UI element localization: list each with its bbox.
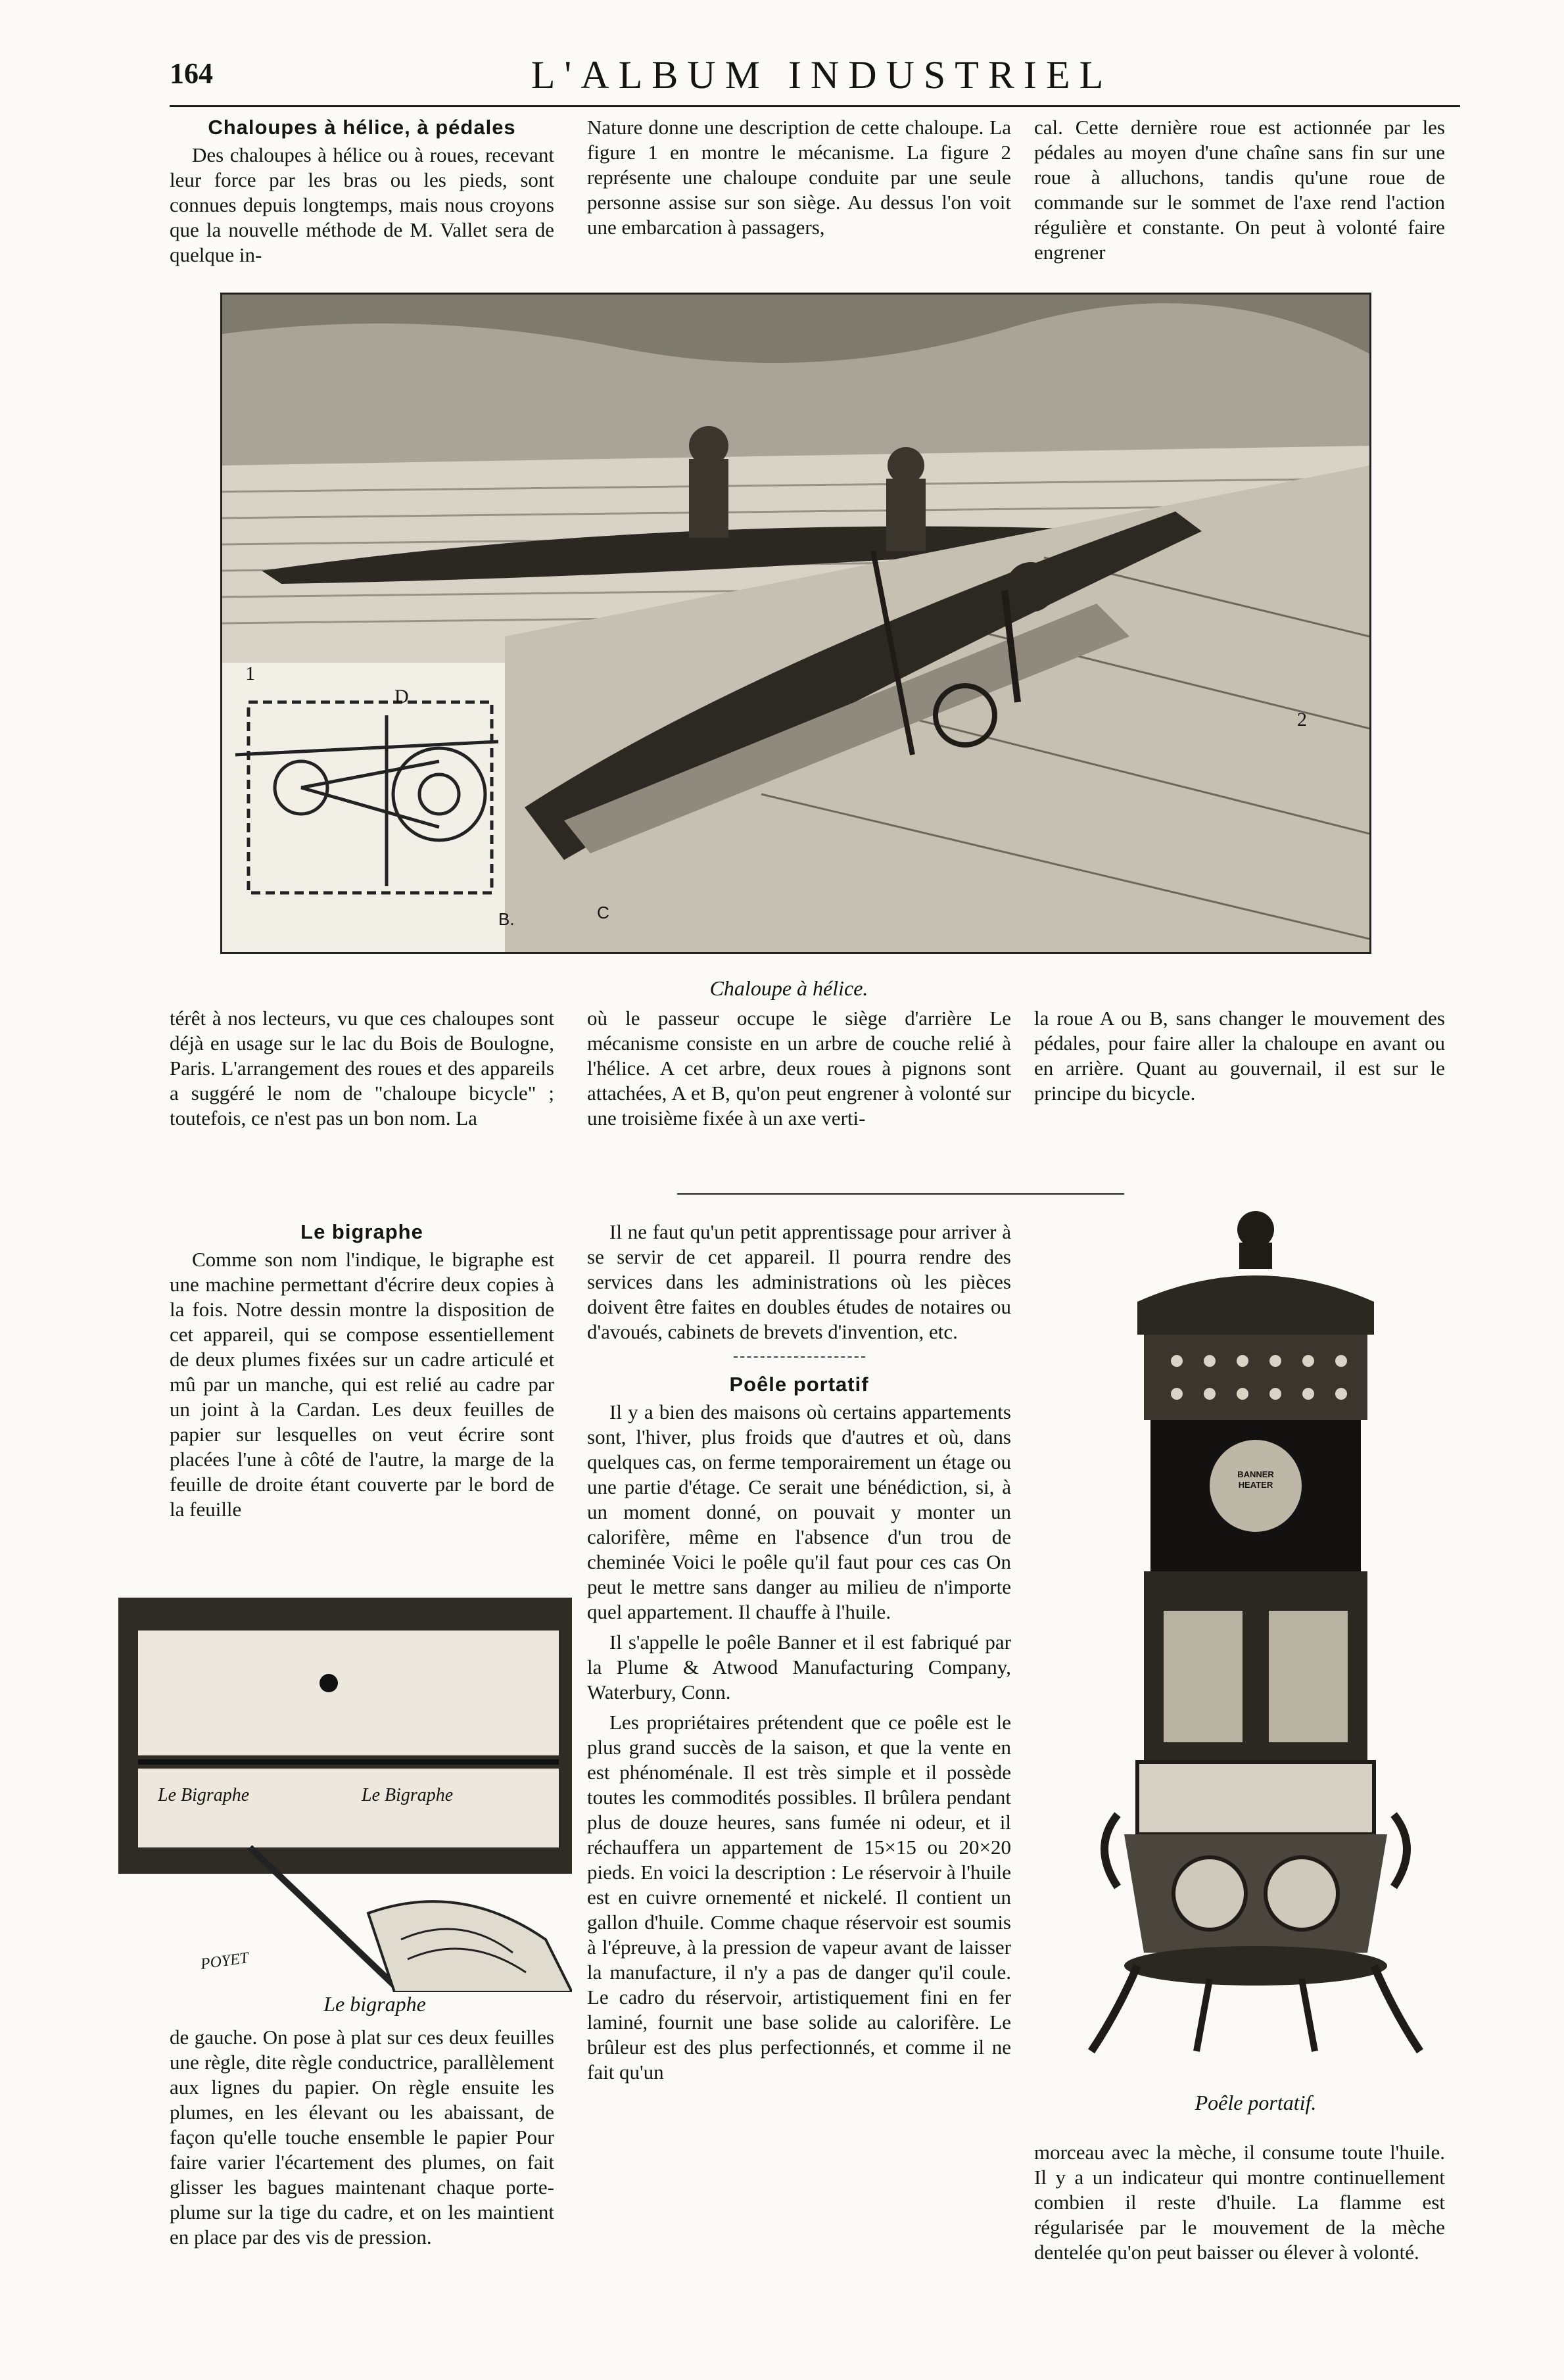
poele-caption: Poêle portatif.	[1195, 2091, 1317, 2114]
middle-column	[587, 1220, 1011, 2090]
chaloupes-paragraph-1: Des chaloupes à hélice ou à roues, recevant leur force par les bras ou les pieds, sont connues depuis longtemps, mais nous croyons que la nouvelle méthode de M. Vallet sera de quelque in-	[170, 143, 554, 266]
chaloupes-paragraph-4: térêt à nos lecteurs, vu que ces chaloupes sont déjà en usage sur le lac du Bois de Boulogne, Paris. L'arrangement des roues et des appareils a suggéré le nom de "chaloupe bicycle" ; toutefois, ce n'est pas un bon nom. La	[170, 1007, 554, 1130]
poele-column-end	[1034, 2140, 1445, 2270]
chaloupes-col1-top	[170, 115, 554, 273]
section-rule	[677, 1193, 1124, 1195]
bigraphe-caption: Le bigraphe	[323, 1992, 426, 2016]
chaloupes-col3-top	[1034, 115, 1445, 270]
poele-paragraph-1: Il y a bien des maisons où certains appartements sont, l'hiver, plus froids que d'autres et où, dans quelques cas, on ferme temporairement un étage ou une partie d'étage. Ce serait une bénédiction, si, à un moment donné, on pouvait y monter un calorifère, même en l'absence d'un trou de cheminée Voici le poêle qu'il faut pour ces cas On peut le mettre sans danger au milieu de n'importe quel appartement. Il chauffe à l'huile.	[587, 1400, 1011, 1623]
bigraphe-illustration	[118, 1571, 572, 1992]
chaloupes-col2-bottom	[587, 1006, 1011, 1136]
page-number: 164	[170, 57, 213, 89]
chaloupes-paragraph-2: Nature donne une description de cette chaloupe. La figure 1 en montre le mécanisme. La figure 2 représente une chaloupe conduite par une seule personne assise sur son siège. Au dessus l'on voit une embarcation à passagers,	[587, 116, 1011, 239]
fig2-label: 2	[1297, 709, 1307, 730]
poele-paragraph-2: Il s'appelle le poêle Banner et il est fabriqué par la Plume & Atwood Manufacturing Company, Waterbury, Conn.	[587, 1630, 1011, 1703]
bigraphe-paragraph-1: Comme son nom l'indique, le bigraphe est une machine permettant d'écrire deux copies à la fois. Notre dessin montre la disposition de cet appareil, qui se compose essentiellement de deux plumes fixées sur un cadre articulé et mû par un manche, qui est relié au cadre par un joint à la Cardan. Les deux feuilles de papier sur lesquelles on veut écrire sont placées l'une à côté de l'autre, la marge de la feuille de droite étant couverte par le bord de la feuille	[170, 1248, 554, 1521]
label-b: B.	[498, 909, 515, 929]
poele-paragraph-4: morceau avec la mèche, il consume toute l'huile. Il y a un indicateur qui montre continuellement combien il reste d'huile. La flamme est régularisée par le mouvement de la mèche dentelée qu'on peut baisser ou élever à volonté.	[1034, 2141, 1445, 2264]
header-rule	[170, 105, 1460, 107]
chaloupes-paragraph-3: cal. Cette dernière roue est actionnée par les pédales au moyen d'une chaîne sans fin sur une roue à alluchons, tandis qu'une roue de commande sur le sommet de l'axe rend l'action régulière et constante. On peut à volonté faire engrener	[1034, 116, 1445, 264]
bigraphe-column-bottom	[170, 2025, 554, 2255]
chaloupe-caption: Chaloupe à hélice.	[709, 976, 868, 1000]
bigraphe-paragraph-2: de gauche. On pose à plat sur ces deux feuilles une règle, dite règle conductrice, parallèlement aux lignes du papier. On règle ensuite les plumes, en les élevant ou les abaissant, de façon qu'elle touche ensemble le papier Pour faire varier l'écartement des plumes, on fait glisser les bagues maintenant chaque porte-plume sur la tige du cadre, et on les maintient en place par des vis de pression.	[170, 2026, 554, 2249]
article-separator	[734, 1356, 865, 1358]
bigraphe-paragraph-3: Il ne faut qu'un petit apprentissage pour arriver à se servir de cet appareil. Il pourra rendre des services dans les administrations où les pièces doivent être faites en doubles études de notaires ou d'avoués, cabinets de brevets d'invention, etc.	[587, 1220, 1011, 1343]
article-title-chaloupes: Chaloupes à hélice, à pédales	[208, 116, 516, 139]
label-d: D	[394, 686, 409, 707]
article-title-bigraphe: Le bigraphe	[300, 1220, 423, 1243]
poele-paragraph-3: Les propriétaires prétendent que ce poêle est le plus grand succès de la saison, et que la vente en est phénoménale. Il est très simple et il possède toutes les commodités possibles. Il brûlera pendant plus de douze heures, sans fumée ni odeur, et il réchauffera un appartement de 15×15 ou 20×20 pieds. En voici la description : Le réservoir à l'huile est en cuivre ornementé et nickelé. Il contient un gallon d'huile. Comme chaque réservoir est soumis à l'épreuve, à la pression de vapeur avant de laisser la manufacture, il n'y a pas de danger qu'il coule. Le cadro du réservoir, artistiquement fini en fer laminé, fournit une base solide au calorifère. Le brûleur est des plus perfectionnés, et comme il ne fait qu'un	[587, 1711, 1011, 2083]
fig1-label: 1	[245, 663, 255, 684]
chaloupes-col1-bottom	[170, 1006, 554, 1136]
stove-badge: BANNER HEATER	[1237, 1469, 1274, 1490]
chaloupes-paragraph-6: la roue A ou B, sans changer le mouvement des pédales, pour faire aller la chaloupe en avant ou en arrière. Quant au gouvernail, il est sur le principe du bicycle.	[1034, 1007, 1445, 1105]
chaloupe-illustration	[220, 293, 1371, 954]
chaloupes-paragraph-5: où le passeur occupe le siège d'arrière Le mécanisme consiste en un arbre de couche relié à l'hélice. A cet arbre, deux roues à pignons sont attachées, A et B, qu'on peut engrener à volonté sur une troisième fixée à un axe verti-	[587, 1007, 1011, 1130]
bigraphe-inscription-left: Le Bigraphe	[158, 1785, 250, 1805]
bigraphe-column	[170, 1220, 554, 1527]
chaloupes-col2-top	[587, 115, 1011, 245]
poele-illustration	[1078, 1203, 1433, 2084]
bigraphe-signature: POYET	[199, 1949, 250, 1973]
label-c: C	[597, 903, 609, 922]
chaloupes-col3-bottom	[1034, 1006, 1445, 1111]
article-title-poele: Poêle portatif	[729, 1373, 869, 1396]
running-title: L'ALBUM INDUSTRIEL	[531, 53, 1113, 97]
bigraphe-inscription-right: Le Bigraphe	[362, 1785, 454, 1805]
